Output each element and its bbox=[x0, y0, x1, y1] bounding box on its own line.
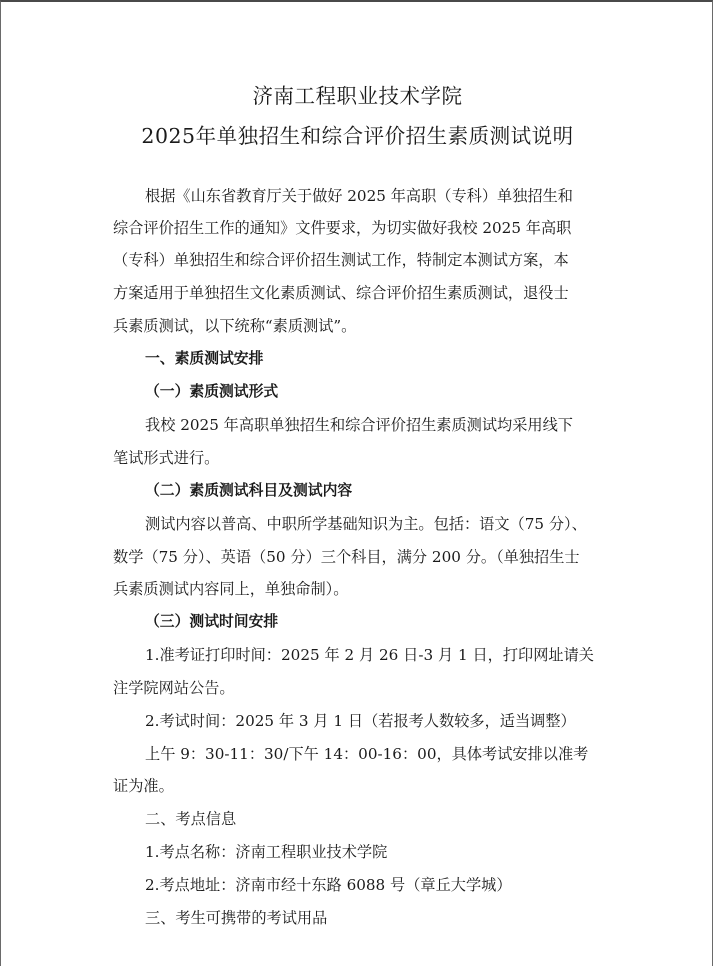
subsection-heading-1-2: （二）素质测试科目及测试内容 bbox=[145, 482, 353, 499]
intro-paragraph-line5: 兵素质测试，以下统称“素质测试”。 bbox=[113, 317, 357, 335]
time-item3-line2: 证为准。 bbox=[113, 777, 174, 795]
content-paragraph-line2: 数学（75 分）、英语（50 分）三个科目，满分 200 分。（单独招生士 bbox=[113, 548, 580, 566]
form-paragraph-line1: 我校 2025 年高职单独招生和综合评价招生素质测试均采用线下 bbox=[145, 416, 573, 434]
content-paragraph-line1: 测试内容以普高、中职所学基础知识为主。包括：语文（75 分）、 bbox=[145, 515, 587, 533]
site-address: 2.考点地址：济南市经十东路 6088 号（章丘大学城） bbox=[145, 876, 512, 894]
document-title-line1: 济南工程职业技术学院 bbox=[252, 84, 463, 108]
intro-paragraph-line4: 方案适用于单独招生文化素质测试、综合评价招生素质测试，退役士 bbox=[113, 284, 569, 302]
content-paragraph-line3: 兵素质测试内容同上，单独命制）。 bbox=[113, 580, 349, 598]
section-heading-1: 一、素质测试安排 bbox=[145, 350, 264, 367]
site-name: 1.考点名称：济南工程职业技术学院 bbox=[145, 843, 388, 861]
section-heading-3: 三、考生可携带的考试用品 bbox=[145, 909, 328, 927]
intro-paragraph-line2: 综合评价招生工作的通知》文件要求，为切实做好我校 2025 年高职 bbox=[113, 219, 572, 237]
time-item2: 2.考试时间：2025 年 3 月 1 日（若报考人数较多，适当调整） bbox=[145, 712, 576, 730]
subsection-heading-1-3: （三）测试时间安排 bbox=[145, 613, 279, 630]
time-item3-line1: 上午 9：30-11：30/下午 14：00-16：00，具体考试安排以准考 bbox=[145, 745, 589, 763]
section-heading-2: 二、考点信息 bbox=[145, 810, 237, 828]
subsection-heading-1-1: （一）素质测试形式 bbox=[145, 383, 279, 400]
intro-paragraph-line3: （专科）单独招生和综合评价招生测试工作，特制定本测试方案，本 bbox=[113, 251, 569, 269]
time-item1-line2: 注学院网站公告。 bbox=[113, 679, 235, 697]
form-paragraph-line2: 笔试形式进行。 bbox=[113, 449, 220, 467]
document-title-line2: 2025年单独招生和综合评价招生素质测试说明 bbox=[141, 124, 574, 148]
time-item1-line1: 1.准考证打印时间：2025 年 2 月 26 日-3 月 1 日，打印网址请关 bbox=[145, 646, 594, 664]
intro-paragraph-line1: 根据《山东省教育厅关于做好 2025 年高职（专科）单独招生和 bbox=[145, 187, 573, 205]
